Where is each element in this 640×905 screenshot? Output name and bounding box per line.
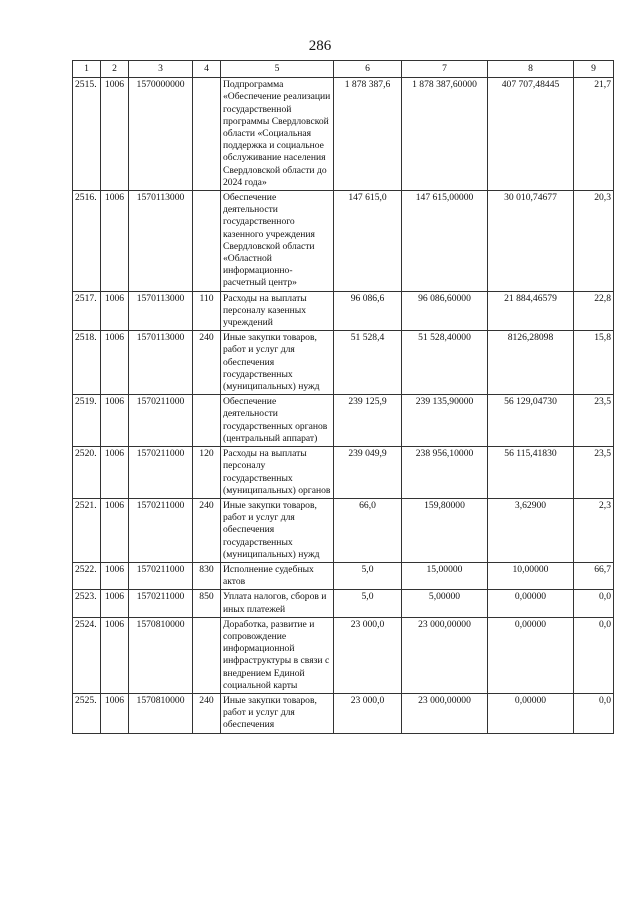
table-row — [73, 78, 614, 191]
execution-percent: 2,3 — [574, 498, 614, 562]
budget-allocation: 15,00000 — [402, 562, 488, 589]
approved-amount: 96 086,6 — [334, 291, 402, 331]
execution-percent: 20,3 — [574, 191, 614, 292]
row-number: 2525. — [73, 693, 101, 733]
row-number: 2523. — [73, 590, 101, 617]
target-article-code: 1570810000 — [129, 617, 193, 693]
section-code: 1006 — [101, 693, 129, 733]
target-article-code: 1570211000 — [129, 590, 193, 617]
expense-type-code: 240 — [193, 693, 221, 733]
approved-amount: 239 049,9 — [334, 447, 402, 499]
item-name: Иные закупки товаров, работ и услуг для обеспечения государственных (муниципальных) нужд — [221, 498, 334, 562]
section-code: 1006 — [101, 617, 129, 693]
table-row — [73, 693, 614, 733]
row-number: 2522. — [73, 562, 101, 589]
table-row — [73, 447, 614, 499]
executed-amount: 30 010,74677 — [488, 191, 574, 292]
row-number: 2515. — [73, 78, 101, 191]
row-number: 2516. — [73, 191, 101, 292]
budget-allocation: 96 086,60000 — [402, 291, 488, 331]
executed-amount: 56 115,41830 — [488, 447, 574, 499]
target-article-code: 1570211000 — [129, 562, 193, 589]
executed-amount: 407 707,48445 — [488, 78, 574, 191]
item-name: Доработка, развитие и сопровождение информационной инфраструктуры в связи с внедрением Единой социальной карты — [221, 617, 334, 693]
table-body — [73, 78, 614, 733]
item-name: Обеспечение деятельности государственного казенного учреждения Свердловской области «Областной информационно-расчетный центр» — [221, 191, 334, 292]
execution-percent: 22,8 — [574, 291, 614, 331]
execution-percent: 0,0 — [574, 590, 614, 617]
page-number: 286 — [308, 38, 332, 54]
column-header: 3 — [129, 61, 193, 78]
executed-amount: 21 884,46579 — [488, 291, 574, 331]
section-code: 1006 — [101, 395, 129, 447]
table-row — [73, 590, 614, 617]
table-row — [73, 562, 614, 589]
expense-type-code: 240 — [193, 498, 221, 562]
budget-table — [72, 60, 614, 734]
table-row — [73, 395, 614, 447]
column-header: 4 — [193, 61, 221, 78]
execution-percent: 23,5 — [574, 395, 614, 447]
column-header: 5 — [221, 61, 334, 78]
column-header: 8 — [488, 61, 574, 78]
target-article-code: 1570113000 — [129, 291, 193, 331]
budget-allocation: 159,80000 — [402, 498, 488, 562]
expense-type-code — [193, 78, 221, 191]
column-header: 9 — [574, 61, 614, 78]
item-name: Исполнение судебных актов — [221, 562, 334, 589]
item-name: Расходы на выплаты персоналу государственных (муниципальных) органов — [221, 447, 334, 499]
approved-amount: 23 000,0 — [334, 693, 402, 733]
approved-amount: 23 000,0 — [334, 617, 402, 693]
row-number: 2518. — [73, 331, 101, 395]
header-row — [73, 61, 614, 78]
table-row — [73, 331, 614, 395]
execution-percent: 15,8 — [574, 331, 614, 395]
budget-allocation: 5,00000 — [402, 590, 488, 617]
section-code: 1006 — [101, 590, 129, 617]
item-name: Обеспечение деятельности государственных органов (центральный аппарат) — [221, 395, 334, 447]
execution-percent: 0,0 — [574, 617, 614, 693]
approved-amount: 5,0 — [334, 562, 402, 589]
table-row — [73, 617, 614, 693]
section-code: 1006 — [101, 78, 129, 191]
expense-type-code: 120 — [193, 447, 221, 499]
target-article-code: 1570211000 — [129, 395, 193, 447]
item-name: Иные закупки товаров, работ и услуг для обеспечения — [221, 693, 334, 733]
table-row — [73, 191, 614, 292]
budget-allocation: 23 000,00000 — [402, 693, 488, 733]
expense-type-code: 240 — [193, 331, 221, 395]
executed-amount: 0,00000 — [488, 590, 574, 617]
item-name: Подпрограмма «Обеспечение реализации государственной программы Свердловской области «Социальная поддержка и социальное обслуживание населения Свердловской области до 2024 года» — [221, 78, 334, 191]
table-row — [73, 498, 614, 562]
target-article-code: 1570211000 — [129, 447, 193, 499]
column-header: 1 — [73, 61, 101, 78]
budget-allocation: 23 000,00000 — [402, 617, 488, 693]
expense-type-code — [193, 191, 221, 292]
approved-amount: 5,0 — [334, 590, 402, 617]
target-article-code: 1570810000 — [129, 693, 193, 733]
expense-type-code: 850 — [193, 590, 221, 617]
expense-type-code — [193, 395, 221, 447]
item-name: Расходы на выплаты персоналу казенных учреждений — [221, 291, 334, 331]
execution-percent: 21,7 — [574, 78, 614, 191]
row-number: 2520. — [73, 447, 101, 499]
execution-percent: 0,0 — [574, 693, 614, 733]
section-code: 1006 — [101, 331, 129, 395]
expense-type-code — [193, 617, 221, 693]
approved-amount: 1 878 387,6 — [334, 78, 402, 191]
target-article-code: 1570113000 — [129, 331, 193, 395]
budget-allocation: 239 135,90000 — [402, 395, 488, 447]
row-number: 2519. — [73, 395, 101, 447]
expense-type-code: 830 — [193, 562, 221, 589]
executed-amount: 0,00000 — [488, 693, 574, 733]
approved-amount: 66,0 — [334, 498, 402, 562]
approved-amount: 51 528,4 — [334, 331, 402, 395]
section-code: 1006 — [101, 562, 129, 589]
row-number: 2524. — [73, 617, 101, 693]
target-article-code: 1570113000 — [129, 191, 193, 292]
item-name: Уплата налогов, сборов и иных платежей — [221, 590, 334, 617]
section-code: 1006 — [101, 191, 129, 292]
column-header: 6 — [334, 61, 402, 78]
target-article-code: 1570000000 — [129, 78, 193, 191]
table-row — [73, 291, 614, 331]
row-number: 2521. — [73, 498, 101, 562]
expense-type-code: 110 — [193, 291, 221, 331]
budget-allocation: 238 956,10000 — [402, 447, 488, 499]
executed-amount: 56 129,04730 — [488, 395, 574, 447]
budget-allocation: 51 528,40000 — [402, 331, 488, 395]
row-number: 2517. — [73, 291, 101, 331]
target-article-code: 1570211000 — [129, 498, 193, 562]
approved-amount: 239 125,9 — [334, 395, 402, 447]
section-code: 1006 — [101, 291, 129, 331]
executed-amount: 3,62900 — [488, 498, 574, 562]
section-code: 1006 — [101, 498, 129, 562]
execution-percent: 23,5 — [574, 447, 614, 499]
approved-amount: 147 615,0 — [334, 191, 402, 292]
executed-amount: 0,00000 — [488, 617, 574, 693]
executed-amount: 8126,28098 — [488, 331, 574, 395]
section-code: 1006 — [101, 447, 129, 499]
execution-percent: 66,7 — [574, 562, 614, 589]
item-name: Иные закупки товаров, работ и услуг для обеспечения государственных (муниципальных) нужд — [221, 331, 334, 395]
column-header: 2 — [101, 61, 129, 78]
budget-allocation: 147 615,00000 — [402, 191, 488, 292]
executed-amount: 10,00000 — [488, 562, 574, 589]
budget-allocation: 1 878 387,60000 — [402, 78, 488, 191]
column-header: 7 — [402, 61, 488, 78]
